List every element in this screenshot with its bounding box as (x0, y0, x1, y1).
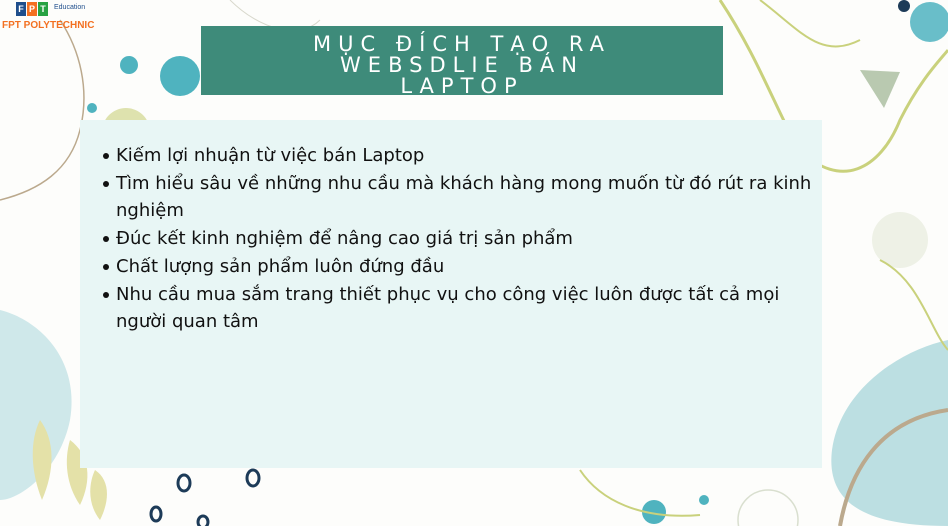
bullet-item: Kiếm lợi nhuận từ việc bán Laptop (116, 142, 822, 169)
fpt-letter-p: P (28, 4, 35, 14)
decor-leaf (90, 470, 107, 520)
bullet-item: Tìm hiểu sâu về những nhu cầu mà khách hàng mong muốn từ đó rút ra kinh nghiệm (116, 170, 822, 224)
decor-line (880, 260, 948, 350)
decor-line (0, 20, 84, 200)
decor-dot (898, 0, 910, 12)
fpt-letter-t: T (38, 2, 48, 16)
fpt-blocks (16, 2, 48, 18)
fpt-polytechnic-logo (2, 2, 112, 38)
decor-ring (151, 507, 161, 521)
bullet-list (80, 120, 822, 335)
decor-ring (178, 475, 190, 491)
decor-leaf (860, 70, 900, 108)
title-line: MỤC ĐÍCH TẠO RA (313, 32, 611, 56)
decor-line (580, 470, 700, 516)
slide-title (201, 26, 723, 98)
decor-line (760, 0, 860, 46)
decor-blob (160, 56, 200, 96)
decor-blob (910, 2, 948, 42)
title-line: LAPTOP (400, 74, 524, 98)
decor-dot (87, 103, 97, 113)
decor-ring (198, 516, 208, 526)
bullet-item: Nhu cầu mua sắm trang thiết phục vụ cho công việc luôn được tất cả mọi người quan tâm (116, 281, 822, 335)
logo-name: FPT POLYTECHNIC (2, 20, 95, 31)
decor-dot (699, 495, 709, 505)
title-line: WEBSDLIE BÁN (340, 53, 584, 77)
logo-education-label: Education (54, 4, 86, 11)
bullet-item: Đúc kết kinh nghiệm để nâng cao giá trị sản phẩm (116, 225, 822, 252)
bullet-item: Chất lượng sản phẩm luôn đứng đầu (116, 253, 822, 280)
decor-ring (247, 470, 259, 486)
decor-dot (120, 56, 138, 74)
decor-ring (738, 490, 798, 526)
fpt-letter-f: F (16, 2, 26, 16)
content-panel (80, 120, 822, 468)
